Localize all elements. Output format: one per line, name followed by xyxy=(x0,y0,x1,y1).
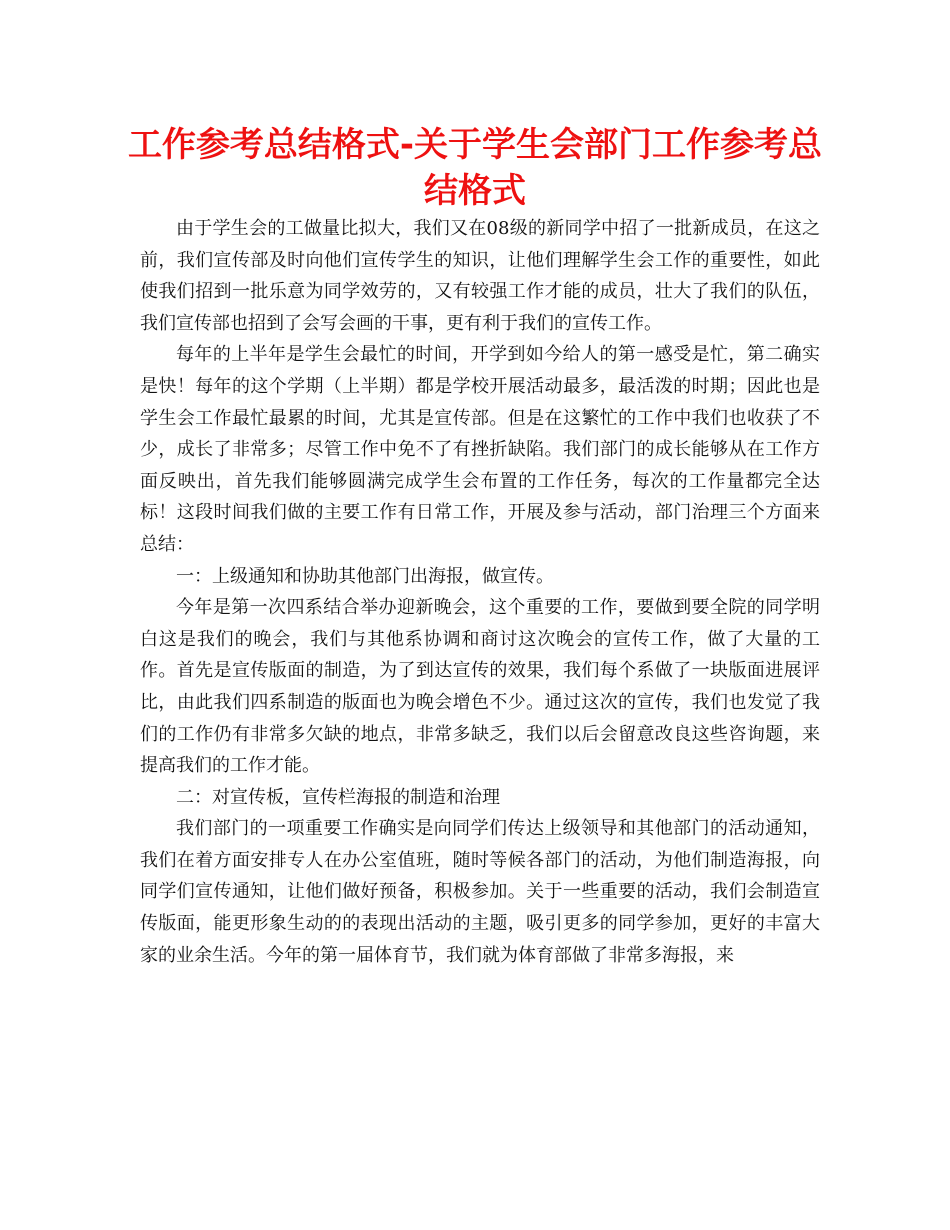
paragraph: 每年的上半年是学生会最忙的时间，开学到如今给人的第一感受是忙，第二确实是快！每年的这个学期（上半期）都是学校开展活动最多，最活泼的时期；因此也是学生会工作最忙最累的时间，尤其是宣传部。但是在这繁忙的工作中我们也收获了不少，成长了非常多；尽管工作中免不了有挫折缺陷。我们部门的成长能够从在工作方面反映出，首先我们能够圆满完成学生会布置的工作任务，每次的工作量都完全达标！这段时间我们做的主要工作有日常工作，开展及参与活动，部门治理三个方面来总结： xyxy=(140,344,820,555)
section-heading: 二：对宣传板，宣传栏海报的制造和治理 xyxy=(176,786,500,808)
paragraph: 由于学生会的工做量比拟大，我们又在08级的新同学中招了一批新成员，在这之前，我们宣传部及时向他们宣传学生的知识，让他们理解学生会工作的重要性，如此使我们招到一批乐意为同学效劳的，又有较强工作才能的成员，壮大了我们的队伍，我们宣传部也招到了会写会画的干事，更有利于我们的宣传工作。 xyxy=(140,218,820,334)
paragraph: 今年是第一次四系结合举办迎新晚会，这个重要的工作，要做到要全院的同学明白这是我们的晚会，我们与其他系协调和商讨这次晚会的宣传工作，做了大量的工作。首先是宣传版面的制造，为了到达宣传的效果，我们每个系做了一块版面进展评比，由此我们四系制造的版面也为晚会增色不少。通过这次的宣传，我们也发觉了我们的工作仍有非常多欠缺的地点，非常多缺乏，我们以后会留意改良这些咨询题，来提高我们的工作才能。 xyxy=(140,597,820,777)
paragraph: 我们部门的一项重要工作确实是向同学们传达上级领导和其他部门的活动通知，我们在着方面安排专人在办公室值班，随时等候各部门的活动，为他们制造海报，向同学们宣传通知，让他们做好预备，积极参加。关于一些重要的活动，我们会制造宣传版面，能更形象生动的的表现出活动的主题，吸引更多的同学参加，更好的丰富大家的业余生活。今年的第一届体育节，我们就为体育部做了非常多海报，来 xyxy=(140,818,820,966)
document-body xyxy=(140,213,820,971)
document-title: 工作参考总结格式-关于学生会部门工作参考总结格式 xyxy=(127,125,823,211)
section-heading: 一：上级通知和协助其他部门出海报，做宣传。 xyxy=(176,565,554,587)
